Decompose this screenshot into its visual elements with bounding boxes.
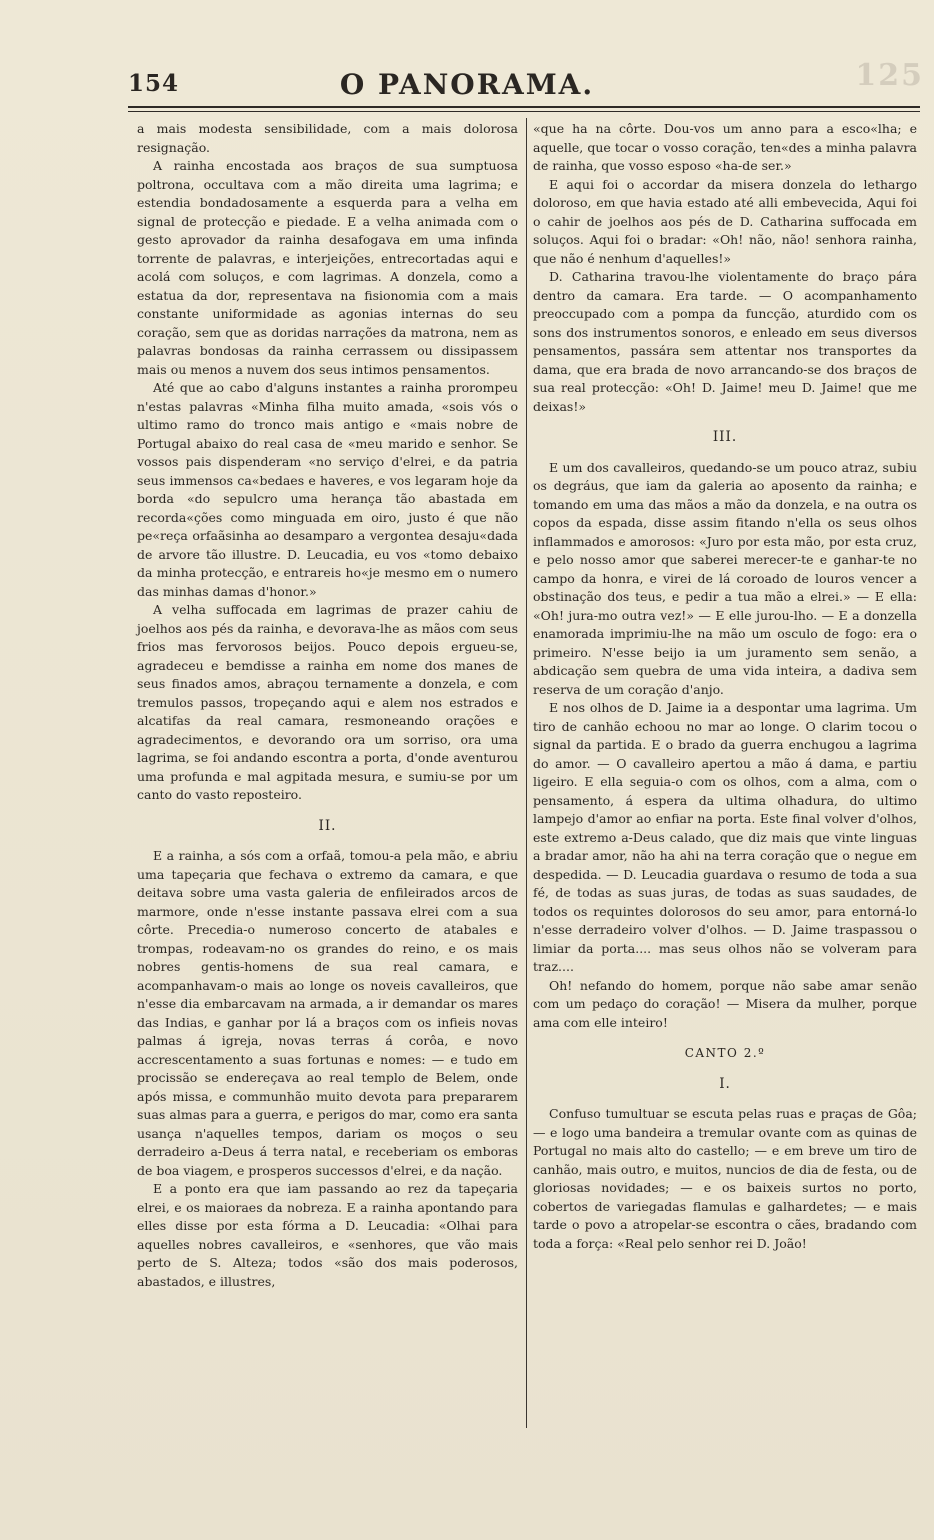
paragraph: D. Catharina travou-lhe violentamente do braço pára dentro da camara. Era tarde. — O acompanhamento preoccupado com a pompa da funcção, aturdido com os sons dos instrumentos sonoros, e enleado em seus diversos pensamentos, passára sem attentar nos transportes da dama, que era brada de novo arrancando-se dos braços de sua real protecção: «Oh! D. Jaime! meu D. Jaime! que me deixas!» bbox=[533, 269, 917, 414]
header-rule-thin bbox=[128, 111, 920, 112]
paragraph: E um dos cavalleiros, quedando-se um pouco atraz, subiu os degráus, que iam da galeria ao aposento da rainha; e tomando em uma das mãos a mão da donzela, e na outra os copos da espada, disse assim fitando n'ella os seus olhos inflammados e amorosos: «Juro por esta mão, por esta cruz, e pelo nosso amor que saberei merecer-te e ganhar-te no campo da honra, e virei de lá coroado de louros vencer a obstinação dos teus, e pedir a tua mão a elrei.» — E ella: «Oh! jura-mo outra vez!» — E elle jurou-lho. — E a donzella enamorada imprimiu-lhe na mão um osculo de fogo: era o primeiro. N'esse beijo ia um juramento sem senão, a abdicação sem quebra de uma vida inteira, a dadiva sem reserva de um coração d'anjo. bbox=[533, 459, 917, 697]
paragraph: Confuso tumultuar se escuta pelas ruas e praças de Gôa; — e logo uma bandeira a tremular ovante com as quinas de Portugal no mais alto do castello; — e em breve um tiro de canhão, mais outro, e muitos, nuncios de dia de festa, ou de gloriosas novidades; — e os baixeis surtos no porto, cobertos de variegadas flamulas e galhardetes; — e mais tarde o povo a atropelar-se escontra o cães, bradando com toda a força: «Real pelo senhor rei D. João! bbox=[533, 1106, 917, 1251]
section-heading-ii: II. bbox=[318, 817, 337, 834]
canto-heading: CANTO 2.º bbox=[684, 1046, 766, 1060]
paragraph: E a ponto era que iam passando ao rez da tapeçaria elrei, e os maioraes da nobreza. E a rainha apontando para elles disse por esta fórma a D. Leucadia: «Olhai para aquelles nobres cavalleiros, e «senhores, que vão mais perto de S. Alteza; todos «são dos mais poderosos, abastados, e illustres, bbox=[137, 1181, 518, 1289]
section-heading-iii: III. bbox=[712, 429, 738, 445]
column-divider bbox=[526, 118, 527, 1428]
masthead-title: O PANORAMA. bbox=[339, 68, 595, 101]
paragraph: Até que ao cabo d'alguns instantes a rainha prorompeu n'estas palavras «Minha filha muito amada, «sois vós o ultimo ramo do tronco mais antigo e «mais nobre de Portugal abaixo do real casa de «meu marido e senhor. Se vossos pais dispenderam «no serviço d'elrei, e da patria seus immensos ca«bedaes e haveres, e vos legaram hoje da borda «do sepulcro uma herança tão abastada em recorda«ções como minguada em oiro, justo é que não pe«reça orfaãsinha ao desamparo a vergontea desaju«dada de arvore tão illustre. D. Leucadia, eu vos «tomo debaixo da minha protecção, e entrareis ho«je mesmo em o numero das minhas damas d'honor.» bbox=[137, 380, 518, 599]
left-column bbox=[137, 120, 518, 1291]
paragraph: a mais modesta sensibilidade, com a mais dolorosa resignação. bbox=[137, 121, 518, 155]
bleed-through-page-number: 125 bbox=[855, 58, 924, 93]
right-column bbox=[533, 120, 917, 1253]
paragraph: E aqui foi o accordar da misera donzela do lethargo doloroso, em que havia estado até alli embevecida, Aqui foi o cahir de joelhos aos pés de D. Catharina suffocada em soluços. Aqui foi o bradar: «Oh! não, não! senhora rainha, que não é nenhum d'aquelles!» bbox=[533, 176, 917, 266]
paragraph: «que ha na côrte. Dou-vos um anno para a esco«lha; e aquelle, que tocar o vosso coração, ten«des a minha palavra de rainha, que vosso esposo «ha-de ser.» bbox=[533, 121, 917, 173]
paragraph: A velha suffocada em lagrimas de prazer cahiu de joelhos aos pés da rainha, e devorava-lhe as mãos com seus frios mas fervorosos beijos. Pouco depois ergueu-se, agradeceu e bemdisse a rainha em nome dos manes de seus finados amos, abraçou ternamente a donzela, e com tremulos passos, tropeçando aqui e alem nos estrados e alcatifas da real camara, resmoneando orações e agradecimentos, e devorando ora um sorriso, ora uma lagrima, se foi andando escontra a porta, d'onde aventurou uma profunda e mal agpitada mesura, e sumiu-se por um canto do vasto reposteiro. bbox=[137, 602, 518, 802]
paragraph: E nos olhos de D. Jaime ia a despontar uma lagrima. Um tiro de canhão echoou no mar ao longe. O clarim tocou o signal da partida. E o brado da guerra enchugou a lagrima do amor. — O cavalleiro apertou a mão á dama, e partiu ligeiro. E ella seguia-o com os olhos, com a alma, com o pensamento, á espera da ultima olhadura, do ultimo lampejo d'amor ao enfiar na porta. Este final volver d'olhos, este extremo a-Deus calado, que diz mais que vinte linguas a bradar amor, não ha ahi na terra coração que o negue em despedida. — D. Leucadia guardava o resumo de toda a sua fé, de todas as suas juras, de todas as suas saudades, de todos os requintes dolorosos do seu amor, para entorná-lo n'esse derradeiro volver d'olhos. — D. Jaime traspassou o limiar da porta.... mas seus olhos não se volveram para traz.... bbox=[533, 700, 917, 974]
section-heading-i: I. bbox=[719, 1075, 731, 1092]
header-rule bbox=[128, 106, 920, 108]
paragraph: Oh! nefando do homem, porque não sabe amar senão com um pedaço do coração! — Misera da mulher, porque ama com elle inteiro! bbox=[533, 977, 917, 1030]
paragraph: E a rainha, a sós com a orfaã, tomou-a pela mão, e abriu uma tapeçaria que fechava o extremo da camara, e que deitava sobre uma vasta galeria de enfileirados arcos de marmore, onde n'esse instante passava elrei com a sua côrte. Precedia-o numeroso concerto de atabales e trompas, rodeavam-no os grandes do reino, e os mais nobres gentis-homens de sua real camara, e acompanhavam-o mais ao longe os noveis cavalleiros, que n'esse dia embarcavam na armada, a ir demandar os mares das Indias, e ganhar por lá a braços com os infieis novas palmas á igreja, novas terras á corôa, e novo accrescentamento a suas fortunas e nomes: — e tudo em procissão se endereçava ao real templo de Belem, onde após missa, e communhão muito devota para prepararem suas almas para a guerra, e perigos do mar, como era santa usança n'aquelles tempos, dariam os moços o seu derradeiro a-Deus á terra natal, e receberiam os emboras de boa viagem, e prosperos successos d'elrei, e da nação. bbox=[137, 848, 518, 1178]
page-number: 154 bbox=[128, 70, 180, 97]
paragraph: A rainha encostada aos braços de sua sumptuosa poltrona, occultava com a mão direita uma lagrima; e estendia bondadosamente a esquerda para a velha em signal de protecção e piedade. E a velha animada com o gesto aprovador da rainha desafogava em uma infinda torrente de palavras, e interjeições, entrecortadas aqui e acolá com soluços, e com lagrimas. A donzela, como a estatua da dor, representava na fisionomia com a mais constante uniformidade as agonias internas do seu coração, sem que as doridas narrações da matrona, nem as palavras bondosas da rainha cerrassem ou dissipassem mais ou menos a nuvem dos seus intimos pensamentos. bbox=[137, 158, 518, 377]
